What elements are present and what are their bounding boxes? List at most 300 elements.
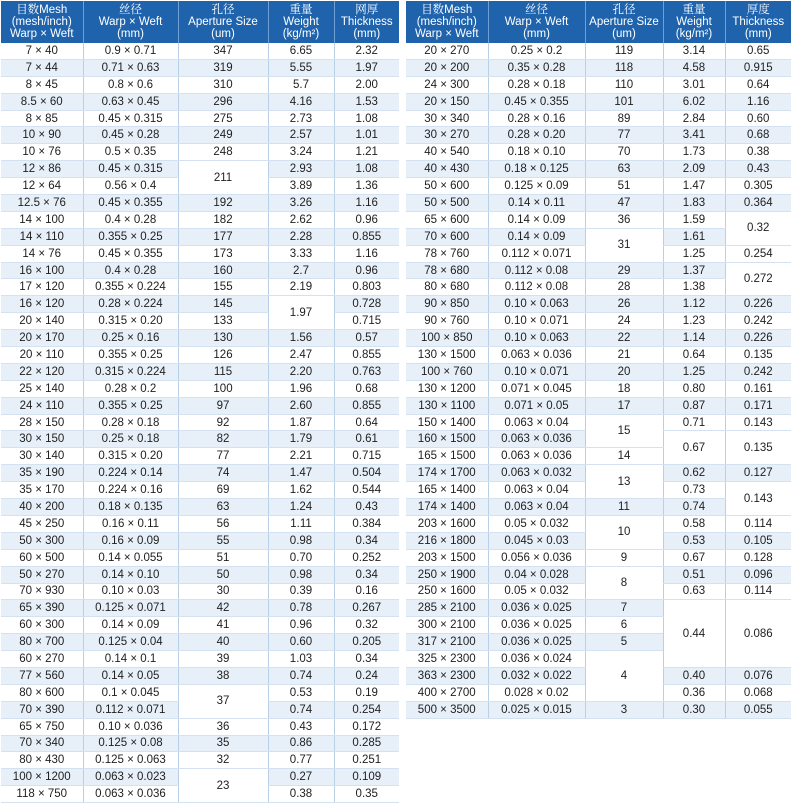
weight-cell: 0.39 bbox=[268, 583, 334, 600]
aperture-cell: 42 bbox=[178, 600, 268, 617]
thickness-cell: 0.96 bbox=[334, 262, 399, 279]
weight-cell: 2.84 bbox=[663, 110, 725, 127]
mesh-cell: 35 × 190 bbox=[1, 465, 83, 482]
table-row bbox=[406, 515, 791, 532]
thickness-cell: 0.715 bbox=[334, 313, 399, 330]
weight-cell: 0.62 bbox=[663, 465, 725, 482]
mesh-cell: 80 × 430 bbox=[1, 752, 83, 769]
thickness-cell: 0.096 bbox=[725, 566, 791, 583]
thickness-cell: 0.61 bbox=[334, 431, 399, 448]
aperture-cell: 36 bbox=[585, 211, 663, 228]
mesh-cell: 20 × 150 bbox=[406, 93, 488, 110]
aperture-cell: 101 bbox=[585, 93, 663, 110]
wire-diameter-cell: 0.25 × 0.18 bbox=[83, 431, 178, 448]
table-row bbox=[1, 532, 399, 549]
weight-cell: 2.93 bbox=[268, 161, 334, 178]
weight-cell: 3.89 bbox=[268, 178, 334, 195]
mesh-header: 目数Mesh (mesh/inch) Warp × Weft bbox=[406, 1, 488, 43]
mesh-cell: 130 × 1100 bbox=[406, 397, 488, 414]
weight-cell: 0.98 bbox=[268, 566, 334, 583]
wire-diameter-cell: 0.45 × 0.28 bbox=[83, 127, 178, 144]
thickness-cell: 0.855 bbox=[334, 347, 399, 364]
aperture-cell: 347 bbox=[178, 43, 268, 59]
mesh-cell: 24 × 300 bbox=[406, 76, 488, 93]
mesh-cell: 70 × 600 bbox=[406, 228, 488, 245]
aperture-cell: 69 bbox=[178, 482, 268, 499]
mesh-cell: 400 × 2700 bbox=[406, 684, 488, 701]
thickness-cell: 0.64 bbox=[334, 414, 399, 431]
weight-cell: 0.53 bbox=[663, 532, 725, 549]
thickness-header: 网厚 Thickness (mm) bbox=[334, 1, 399, 43]
table-row bbox=[1, 161, 399, 178]
wire-diameter-header: 丝径 Warp × Weft (mm) bbox=[488, 1, 585, 43]
table-row bbox=[406, 465, 791, 482]
weight-cell: 1.97 bbox=[268, 296, 334, 330]
aperture-cell: 21 bbox=[585, 347, 663, 364]
wire-diameter-cell: 0.25 × 0.2 bbox=[488, 43, 585, 59]
aperture-cell: 37 bbox=[178, 684, 268, 718]
weight-cell: 0.71 bbox=[663, 414, 725, 431]
aperture-cell: 23 bbox=[178, 769, 268, 803]
wire-diameter-cell: 0.10 × 0.036 bbox=[83, 718, 178, 735]
weight-cell: 1.47 bbox=[268, 465, 334, 482]
table-row bbox=[1, 448, 399, 465]
weight-cell: 0.67 bbox=[663, 431, 725, 465]
weight-cell: 3.14 bbox=[663, 43, 725, 59]
aperture-cell: 92 bbox=[178, 414, 268, 431]
thickness-cell: 2.00 bbox=[334, 76, 399, 93]
thickness-cell: 0.855 bbox=[334, 397, 399, 414]
wire-diameter-cell: 0.4 × 0.28 bbox=[83, 211, 178, 228]
table-row bbox=[1, 380, 399, 397]
aperture-cell: 26 bbox=[585, 296, 663, 313]
mesh-cell: 77 × 560 bbox=[1, 667, 83, 684]
thickness-cell: 0.915 bbox=[725, 59, 791, 76]
weight-cell: 0.60 bbox=[268, 634, 334, 651]
thickness-cell: 0.135 bbox=[725, 431, 791, 465]
wire-diameter-cell: 0.5 × 0.35 bbox=[83, 144, 178, 161]
table-row bbox=[1, 330, 399, 347]
table-row bbox=[1, 634, 399, 651]
wire-diameter-cell: 0.063 × 0.023 bbox=[83, 769, 178, 786]
weight-cell: 0.74 bbox=[268, 701, 334, 718]
mesh-cell: 500 × 3500 bbox=[406, 701, 488, 718]
weight-cell: 4.58 bbox=[663, 59, 725, 76]
thickness-cell: 0.285 bbox=[334, 735, 399, 752]
aperture-cell: 319 bbox=[178, 59, 268, 76]
weight-header: 重量 Weight (kg/m²) bbox=[663, 1, 725, 43]
aperture-cell: 32 bbox=[178, 752, 268, 769]
mesh-cell: 25 × 140 bbox=[1, 380, 83, 397]
weight-cell: 1.96 bbox=[268, 380, 334, 397]
table-row bbox=[406, 296, 791, 313]
table-row bbox=[1, 296, 399, 313]
table-row bbox=[406, 195, 791, 212]
mesh-cell: 40 × 540 bbox=[406, 144, 488, 161]
left-table-body bbox=[1, 43, 399, 803]
wire-diameter-cell: 0.71 × 0.63 bbox=[83, 59, 178, 76]
thickness-cell: 0.161 bbox=[725, 380, 791, 397]
wire-diameter-cell: 0.032 × 0.022 bbox=[488, 667, 585, 684]
aperture-cell: 29 bbox=[585, 262, 663, 279]
wire-diameter-cell: 0.063 × 0.036 bbox=[488, 347, 585, 364]
wire-diameter-cell: 0.14 × 0.1 bbox=[83, 651, 178, 668]
weight-cell: 0.80 bbox=[663, 380, 725, 397]
thickness-cell: 0.254 bbox=[725, 245, 791, 262]
header-row bbox=[1, 1, 399, 43]
mesh-cell: 60 × 500 bbox=[1, 549, 83, 566]
mesh-cell: 45 × 250 bbox=[1, 515, 83, 532]
weight-cell: 0.78 bbox=[268, 600, 334, 617]
mesh-cell: 100 × 760 bbox=[406, 363, 488, 380]
aperture-cell: 110 bbox=[585, 76, 663, 93]
table-row bbox=[1, 93, 399, 110]
wire-diameter-cell: 0.14 × 0.09 bbox=[488, 228, 585, 245]
aperture-cell: 100 bbox=[178, 380, 268, 397]
table-row bbox=[1, 363, 399, 380]
thickness-cell: 0.128 bbox=[725, 549, 791, 566]
weight-cell: 5.7 bbox=[268, 76, 334, 93]
thickness-header: 厚度 Thickness (mm) bbox=[725, 1, 791, 43]
aperture-cell: 24 bbox=[585, 313, 663, 330]
wire-diameter-cell: 0.063 × 0.04 bbox=[488, 482, 585, 499]
wire-diameter-cell: 0.063 × 0.036 bbox=[488, 448, 585, 465]
aperture-cell: 173 bbox=[178, 245, 268, 262]
wire-diameter-cell: 0.315 × 0.224 bbox=[83, 363, 178, 380]
thickness-cell: 0.544 bbox=[334, 482, 399, 499]
thickness-cell: 0.68 bbox=[334, 380, 399, 397]
weight-cell: 1.73 bbox=[663, 144, 725, 161]
table-row bbox=[406, 330, 791, 347]
table-row bbox=[406, 347, 791, 364]
mesh-cell: 203 × 1600 bbox=[406, 515, 488, 532]
thickness-cell: 0.24 bbox=[334, 667, 399, 684]
thickness-cell: 1.97 bbox=[334, 59, 399, 76]
mesh-cell: 78 × 680 bbox=[406, 262, 488, 279]
thickness-cell: 1.36 bbox=[334, 178, 399, 195]
wire-diameter-cell: 0.036 × 0.025 bbox=[488, 600, 585, 617]
table-row bbox=[1, 43, 399, 59]
thickness-cell: 1.08 bbox=[334, 161, 399, 178]
mesh-cell: 80 × 680 bbox=[406, 279, 488, 296]
mesh-header: 目数Mesh (mesh/inch) Warp × Weft bbox=[1, 1, 83, 43]
aperture-cell: 10 bbox=[585, 515, 663, 549]
aperture-cell: 119 bbox=[585, 43, 663, 59]
mesh-cell: 50 × 500 bbox=[406, 195, 488, 212]
mesh-cell: 12 × 86 bbox=[1, 161, 83, 178]
thickness-cell: 0.19 bbox=[334, 684, 399, 701]
wire-diameter-cell: 0.063 × 0.032 bbox=[488, 465, 585, 482]
aperture-cell: 14 bbox=[585, 448, 663, 465]
mesh-cell: 78 × 760 bbox=[406, 245, 488, 262]
weight-cell: 1.83 bbox=[663, 195, 725, 212]
table-row bbox=[1, 465, 399, 482]
aperture-cell: 6 bbox=[585, 617, 663, 634]
weight-cell: 0.38 bbox=[268, 786, 334, 803]
wire-diameter-cell: 0.125 × 0.09 bbox=[488, 178, 585, 195]
thickness-cell: 1.53 bbox=[334, 93, 399, 110]
thickness-cell: 1.08 bbox=[334, 110, 399, 127]
mesh-cell: 174 × 1700 bbox=[406, 465, 488, 482]
mesh-cell: 130 × 1200 bbox=[406, 380, 488, 397]
mesh-cell: 65 × 390 bbox=[1, 600, 83, 617]
table-row bbox=[1, 482, 399, 499]
wire-diameter-cell: 0.05 × 0.032 bbox=[488, 583, 585, 600]
mesh-cell: 30 × 340 bbox=[406, 110, 488, 127]
wire-diameter-cell: 0.063 × 0.04 bbox=[488, 499, 585, 516]
mesh-cell: 203 × 1500 bbox=[406, 549, 488, 566]
wire-diameter-cell: 0.224 × 0.14 bbox=[83, 465, 178, 482]
weight-cell: 1.25 bbox=[663, 363, 725, 380]
table-row bbox=[1, 499, 399, 516]
aperture-cell: 296 bbox=[178, 93, 268, 110]
weight-cell: 1.24 bbox=[268, 499, 334, 516]
mesh-cell: 14 × 76 bbox=[1, 245, 83, 262]
table-row bbox=[406, 59, 791, 76]
mesh-cell: 10 × 76 bbox=[1, 144, 83, 161]
thickness-cell: 1.16 bbox=[334, 195, 399, 212]
mesh-cell: 30 × 270 bbox=[406, 127, 488, 144]
mesh-cell: 50 × 270 bbox=[1, 566, 83, 583]
table-row bbox=[1, 515, 399, 532]
aperture-cell: 118 bbox=[585, 59, 663, 76]
thickness-cell: 2.32 bbox=[334, 43, 399, 59]
weight-cell: 2.7 bbox=[268, 262, 334, 279]
aperture-cell: 22 bbox=[585, 330, 663, 347]
thickness-cell: 0.143 bbox=[725, 482, 791, 516]
thickness-cell: 0.068 bbox=[725, 684, 791, 701]
weight-cell: 1.61 bbox=[663, 228, 725, 245]
weight-cell: 2.57 bbox=[268, 127, 334, 144]
wire-diameter-cell: 0.18 × 0.10 bbox=[488, 144, 585, 161]
weight-cell: 2.21 bbox=[268, 448, 334, 465]
table-row bbox=[406, 110, 791, 127]
mesh-cell: 10 × 90 bbox=[1, 127, 83, 144]
weight-cell: 1.11 bbox=[268, 515, 334, 532]
weight-cell: 0.67 bbox=[663, 549, 725, 566]
wire-diameter-cell: 0.036 × 0.024 bbox=[488, 651, 585, 668]
table-row bbox=[1, 651, 399, 668]
thickness-cell: 0.32 bbox=[725, 211, 791, 245]
table-row bbox=[1, 228, 399, 245]
thickness-cell: 0.855 bbox=[334, 228, 399, 245]
aperture-cell: 177 bbox=[178, 228, 268, 245]
table-row bbox=[1, 735, 399, 752]
aperture-cell: 63 bbox=[178, 499, 268, 516]
wire-diameter-cell: 0.063 × 0.036 bbox=[488, 431, 585, 448]
table-row bbox=[406, 161, 791, 178]
wire-diameter-cell: 0.028 × 0.02 bbox=[488, 684, 585, 701]
mesh-cell: 363 × 2300 bbox=[406, 667, 488, 684]
mesh-cell: 90 × 760 bbox=[406, 313, 488, 330]
table-row bbox=[406, 363, 791, 380]
aperture-cell: 7 bbox=[585, 600, 663, 617]
wire-diameter-cell: 0.10 × 0.03 bbox=[83, 583, 178, 600]
weight-cell: 0.64 bbox=[663, 347, 725, 364]
weight-cell: 0.96 bbox=[268, 617, 334, 634]
weight-cell: 0.43 bbox=[268, 718, 334, 735]
wire-diameter-cell: 0.125 × 0.04 bbox=[83, 634, 178, 651]
weight-cell: 3.01 bbox=[663, 76, 725, 93]
mesh-cell: 60 × 270 bbox=[1, 651, 83, 668]
mesh-cell: 20 × 140 bbox=[1, 313, 83, 330]
thickness-cell: 1.16 bbox=[725, 93, 791, 110]
mesh-cell: 24 × 110 bbox=[1, 397, 83, 414]
aperture-cell: 5 bbox=[585, 634, 663, 651]
aperture-cell: 20 bbox=[585, 363, 663, 380]
weight-cell: 3.33 bbox=[268, 245, 334, 262]
mesh-cell: 40 × 200 bbox=[1, 499, 83, 516]
wire-diameter-cell: 0.28 × 0.18 bbox=[83, 414, 178, 431]
weight-cell: 0.86 bbox=[268, 735, 334, 752]
thickness-cell: 0.65 bbox=[725, 43, 791, 59]
weight-cell: 0.51 bbox=[663, 566, 725, 583]
mesh-cell: 40 × 430 bbox=[406, 161, 488, 178]
table-row bbox=[406, 397, 791, 414]
table-row bbox=[406, 701, 791, 718]
wire-diameter-cell: 0.355 × 0.224 bbox=[83, 279, 178, 296]
wire-diameter-cell: 0.224 × 0.16 bbox=[83, 482, 178, 499]
aperture-cell: 13 bbox=[585, 465, 663, 499]
wire-diameter-cell: 0.35 × 0.28 bbox=[488, 59, 585, 76]
table-row bbox=[406, 76, 791, 93]
aperture-cell: 40 bbox=[178, 634, 268, 651]
table-row bbox=[406, 127, 791, 144]
wire-diameter-cell: 0.16 × 0.09 bbox=[83, 532, 178, 549]
thickness-cell: 1.16 bbox=[334, 245, 399, 262]
mesh-cell: 16 × 120 bbox=[1, 296, 83, 313]
table-row bbox=[1, 684, 399, 701]
table-row bbox=[1, 59, 399, 76]
wire-diameter-cell: 0.125 × 0.063 bbox=[83, 752, 178, 769]
aperture-cell: 15 bbox=[585, 414, 663, 448]
weight-cell: 1.79 bbox=[268, 431, 334, 448]
thickness-cell: 0.252 bbox=[334, 549, 399, 566]
thickness-cell: 0.32 bbox=[334, 617, 399, 634]
mesh-cell: 250 × 1900 bbox=[406, 566, 488, 583]
mesh-spec-sheet bbox=[1, 1, 791, 801]
wire-diameter-cell: 0.036 × 0.025 bbox=[488, 634, 585, 651]
aperture-cell: 56 bbox=[178, 515, 268, 532]
thickness-cell: 0.364 bbox=[725, 195, 791, 212]
wire-diameter-cell: 0.18 × 0.135 bbox=[83, 499, 178, 516]
aperture-cell: 47 bbox=[585, 195, 663, 212]
wire-diameter-cell: 0.063 × 0.04 bbox=[488, 414, 585, 431]
weight-cell: 0.74 bbox=[663, 499, 725, 516]
wire-diameter-cell: 0.112 × 0.071 bbox=[488, 245, 585, 262]
thickness-cell: 0.763 bbox=[334, 363, 399, 380]
mesh-cell: 8.5 × 60 bbox=[1, 93, 83, 110]
weight-cell: 0.98 bbox=[268, 532, 334, 549]
wire-diameter-cell: 0.315 × 0.20 bbox=[83, 448, 178, 465]
mesh-cell: 216 × 1800 bbox=[406, 532, 488, 549]
weight-cell: 2.47 bbox=[268, 347, 334, 364]
wire-diameter-cell: 0.10 × 0.063 bbox=[488, 296, 585, 313]
weight-cell: 4.16 bbox=[268, 93, 334, 110]
aperture-cell: 160 bbox=[178, 262, 268, 279]
wire-diameter-cell: 0.112 × 0.071 bbox=[83, 701, 178, 718]
thickness-cell: 0.114 bbox=[725, 583, 791, 600]
table-row bbox=[406, 211, 791, 228]
mesh-cell: 70 × 340 bbox=[1, 735, 83, 752]
table-row bbox=[1, 583, 399, 600]
mesh-cell: 7 × 44 bbox=[1, 59, 83, 76]
table-row bbox=[1, 769, 399, 786]
wire-diameter-cell: 0.14 × 0.10 bbox=[83, 566, 178, 583]
thickness-cell: 0.504 bbox=[334, 465, 399, 482]
aperture-cell: 31 bbox=[585, 228, 663, 262]
thickness-cell: 0.272 bbox=[725, 262, 791, 296]
table-row bbox=[1, 245, 399, 262]
aperture-cell: 9 bbox=[585, 549, 663, 566]
weight-cell: 3.41 bbox=[663, 127, 725, 144]
weight-cell: 1.12 bbox=[663, 296, 725, 313]
mesh-cell: 250 × 1600 bbox=[406, 583, 488, 600]
thickness-cell: 0.251 bbox=[334, 752, 399, 769]
mesh-cell: 165 × 1400 bbox=[406, 482, 488, 499]
mesh-cell: 118 × 750 bbox=[1, 786, 83, 803]
mesh-cell: 60 × 300 bbox=[1, 617, 83, 634]
header-row bbox=[406, 1, 791, 43]
mesh-cell: 14 × 110 bbox=[1, 228, 83, 245]
weight-cell: 0.27 bbox=[268, 769, 334, 786]
thickness-cell: 0.68 bbox=[725, 127, 791, 144]
wire-diameter-cell: 0.056 × 0.036 bbox=[488, 549, 585, 566]
wire-diameter-header: 丝径 Warp × Weft (mm) bbox=[83, 1, 178, 43]
weight-cell: 0.40 bbox=[663, 667, 725, 684]
weight-cell: 5.55 bbox=[268, 59, 334, 76]
thickness-cell: 0.242 bbox=[725, 313, 791, 330]
table-row bbox=[406, 566, 791, 583]
thickness-cell: 0.60 bbox=[725, 110, 791, 127]
aperture-cell: 36 bbox=[178, 718, 268, 735]
mesh-cell: 28 × 150 bbox=[1, 414, 83, 431]
wire-diameter-cell: 0.45 × 0.355 bbox=[83, 195, 178, 212]
mesh-cell: 90 × 850 bbox=[406, 296, 488, 313]
table-row bbox=[1, 600, 399, 617]
thickness-cell: 0.114 bbox=[725, 515, 791, 532]
aperture-cell: 77 bbox=[178, 448, 268, 465]
aperture-cell: 82 bbox=[178, 431, 268, 448]
wire-diameter-cell: 0.18 × 0.125 bbox=[488, 161, 585, 178]
thickness-cell: 0.105 bbox=[725, 532, 791, 549]
thickness-cell: 0.076 bbox=[725, 667, 791, 684]
weight-cell: 0.74 bbox=[268, 667, 334, 684]
aperture-cell: 310 bbox=[178, 76, 268, 93]
aperture-cell: 130 bbox=[178, 330, 268, 347]
wire-diameter-cell: 0.063 × 0.036 bbox=[83, 786, 178, 803]
aperture-header: 孔径 Aperture Size (um) bbox=[585, 1, 663, 43]
weight-cell: 1.23 bbox=[663, 313, 725, 330]
thickness-cell: 0.135 bbox=[725, 347, 791, 364]
mesh-cell: 317 × 2100 bbox=[406, 634, 488, 651]
thickness-cell: 0.226 bbox=[725, 330, 791, 347]
table-row bbox=[1, 549, 399, 566]
mesh-cell: 80 × 600 bbox=[1, 684, 83, 701]
table-row bbox=[1, 127, 399, 144]
mesh-cell: 20 × 270 bbox=[406, 43, 488, 59]
wire-diameter-cell: 0.45 × 0.315 bbox=[83, 161, 178, 178]
aperture-cell: 182 bbox=[178, 211, 268, 228]
mesh-cell: 16 × 100 bbox=[1, 262, 83, 279]
thickness-cell: 0.226 bbox=[725, 296, 791, 313]
wire-diameter-cell: 0.14 × 0.11 bbox=[488, 195, 585, 212]
weight-cell: 1.47 bbox=[663, 178, 725, 195]
wire-diameter-cell: 0.28 × 0.16 bbox=[488, 110, 585, 127]
mesh-cell: 20 × 200 bbox=[406, 59, 488, 76]
mesh-cell: 65 × 750 bbox=[1, 718, 83, 735]
thickness-cell: 0.254 bbox=[334, 701, 399, 718]
